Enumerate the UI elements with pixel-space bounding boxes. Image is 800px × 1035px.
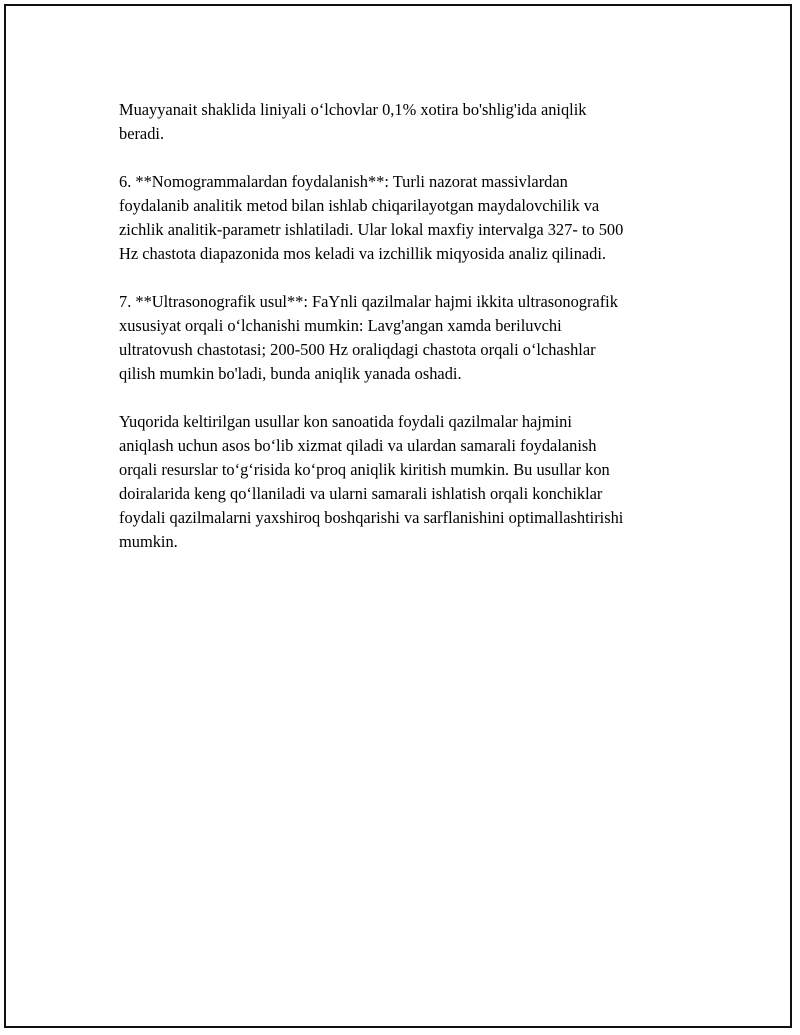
text-line: 7. **Ultrasonografik usul**: FaYnli qazilmalar hajmi ikkita ultrasonografik [119,292,618,311]
paragraph-intro-fragment [119,98,709,146]
text-line: foydalanib analitik metod bilan ishlab chiqarilayotgan maydalovchilik va [119,196,600,215]
paragraph-ultrasonographic-method [119,290,709,386]
text-line: foydali qazilmalarni yaxshiroq boshqarishi va sarflanishini optimallashtirishi [119,508,624,527]
text-line: Yuqorida keltirilgan usullar kon sanoatida foydali qazilmalar hajmini [119,412,572,431]
text-line: Muayyanait shaklida liniyali o‘lchovlar 0,1% xotira bo'shlig'ida aniqlik [119,100,587,119]
document-body [119,98,709,578]
text-line: 6. **Nomogrammalardan foydalanish**: Turli nazorat massivlardan [119,172,568,191]
text-line: qilish mumkin bo'ladi, bunda aniqlik yanada oshadi. [119,364,462,383]
text-line: Hz chastota diapazonida mos keladi va izchillik miqyosida analiz qilinadi. [119,244,607,263]
paragraph-conclusion [119,410,709,554]
text-line: zichlik analitik-parametr ishlatiladi. Ular lokal maxfiy intervalga 327- to 500 [119,220,624,239]
page-frame [4,4,792,1028]
text-line: doiralarida keng qo‘llaniladi va ularni samarali ishlatish orqali konchiklar [119,484,603,503]
text-line: xususiyat orqali o‘lchanishi mumkin: Lavg'angan xamda beriluvchi [119,316,562,335]
text-line: ultratovush chastotasi; 200-500 Hz oraliqdagi chastota orqali o‘lchashlar [119,340,596,359]
text-line: beradi. [119,124,165,143]
text-line: orqali resurslar to‘g‘risida ko‘proq aniqlik kiritish mumkin. Bu usullar kon [119,460,610,479]
text-line: aniqlash uchun asos bo‘lib xizmat qiladi va ulardan samarali foydalanish [119,436,597,455]
text-line: mumkin. [119,532,178,551]
paragraph-nomogram-method [119,170,709,266]
